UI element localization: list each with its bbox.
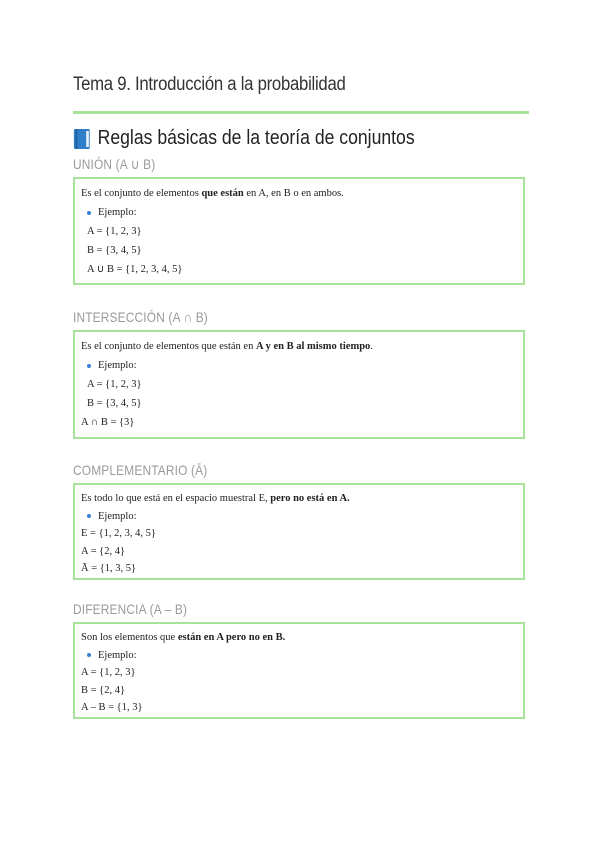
section-heading xyxy=(73,127,415,150)
complement-line: Ā = {1, 3, 5} xyxy=(81,563,137,574)
difference-heading: DIFERENCIA (A – B) xyxy=(73,601,188,617)
union-box xyxy=(73,177,525,285)
intersection-line: A ∩ B = {3} xyxy=(81,417,135,428)
difference-example-label: Ejemplo: xyxy=(81,647,517,665)
union-heading: UNIÓN (A ∪ B) xyxy=(73,156,156,172)
page-title: Tema 9. Introducción a la probabilidad xyxy=(73,74,346,95)
complement-line: A = {2, 4} xyxy=(81,545,126,557)
bullet-icon xyxy=(87,364,91,368)
difference-line: A – B = {1, 3} xyxy=(81,702,143,713)
union-example-label: Ejemplo: xyxy=(81,203,517,222)
blue-book-icon xyxy=(73,128,91,150)
intersection-line: B = {3, 4, 5} xyxy=(87,398,142,409)
complement-box xyxy=(73,483,525,580)
title-divider xyxy=(73,111,529,114)
complement-heading: COMPLEMENTARIO (Ā) xyxy=(73,462,208,478)
union-description: Es el conjunto de elementos que están en A, en B o en ambos. xyxy=(81,188,344,199)
difference-line: A = {1, 2, 3} xyxy=(81,667,136,678)
union-line: A ∪ B = {1, 2, 3, 4, 5} xyxy=(87,264,183,275)
intersection-line: A = {1, 2, 3} xyxy=(87,379,142,390)
intersection-description: Es el conjunto de elementos que están en A y en B al mismo tiempo. xyxy=(81,341,373,352)
complement-example-label: Ejemplo: xyxy=(81,508,517,526)
union-line: B = {3, 4, 5} xyxy=(87,245,142,256)
bullet-icon xyxy=(87,211,91,215)
difference-line: B = {2, 4} xyxy=(81,684,126,696)
union-line: A = {1, 2, 3} xyxy=(87,226,142,237)
intersection-heading: INTERSECCIÓN (A ∩ B) xyxy=(73,309,208,325)
bullet-icon xyxy=(87,653,91,657)
intersection-example-label: Ejemplo: xyxy=(81,356,517,375)
complement-description: Es todo lo que está en el espacio muestral E, pero no está en A. xyxy=(81,493,350,504)
intersection-box xyxy=(73,330,525,439)
complement-line: E = {1, 2, 3, 4, 5} xyxy=(81,528,156,539)
difference-box xyxy=(73,622,525,719)
difference-description: Son los elementos que están en A pero no en B. xyxy=(81,632,286,643)
section-heading-text: Reglas básicas de la teoría de conjuntos xyxy=(97,127,415,149)
bullet-icon xyxy=(87,514,91,518)
